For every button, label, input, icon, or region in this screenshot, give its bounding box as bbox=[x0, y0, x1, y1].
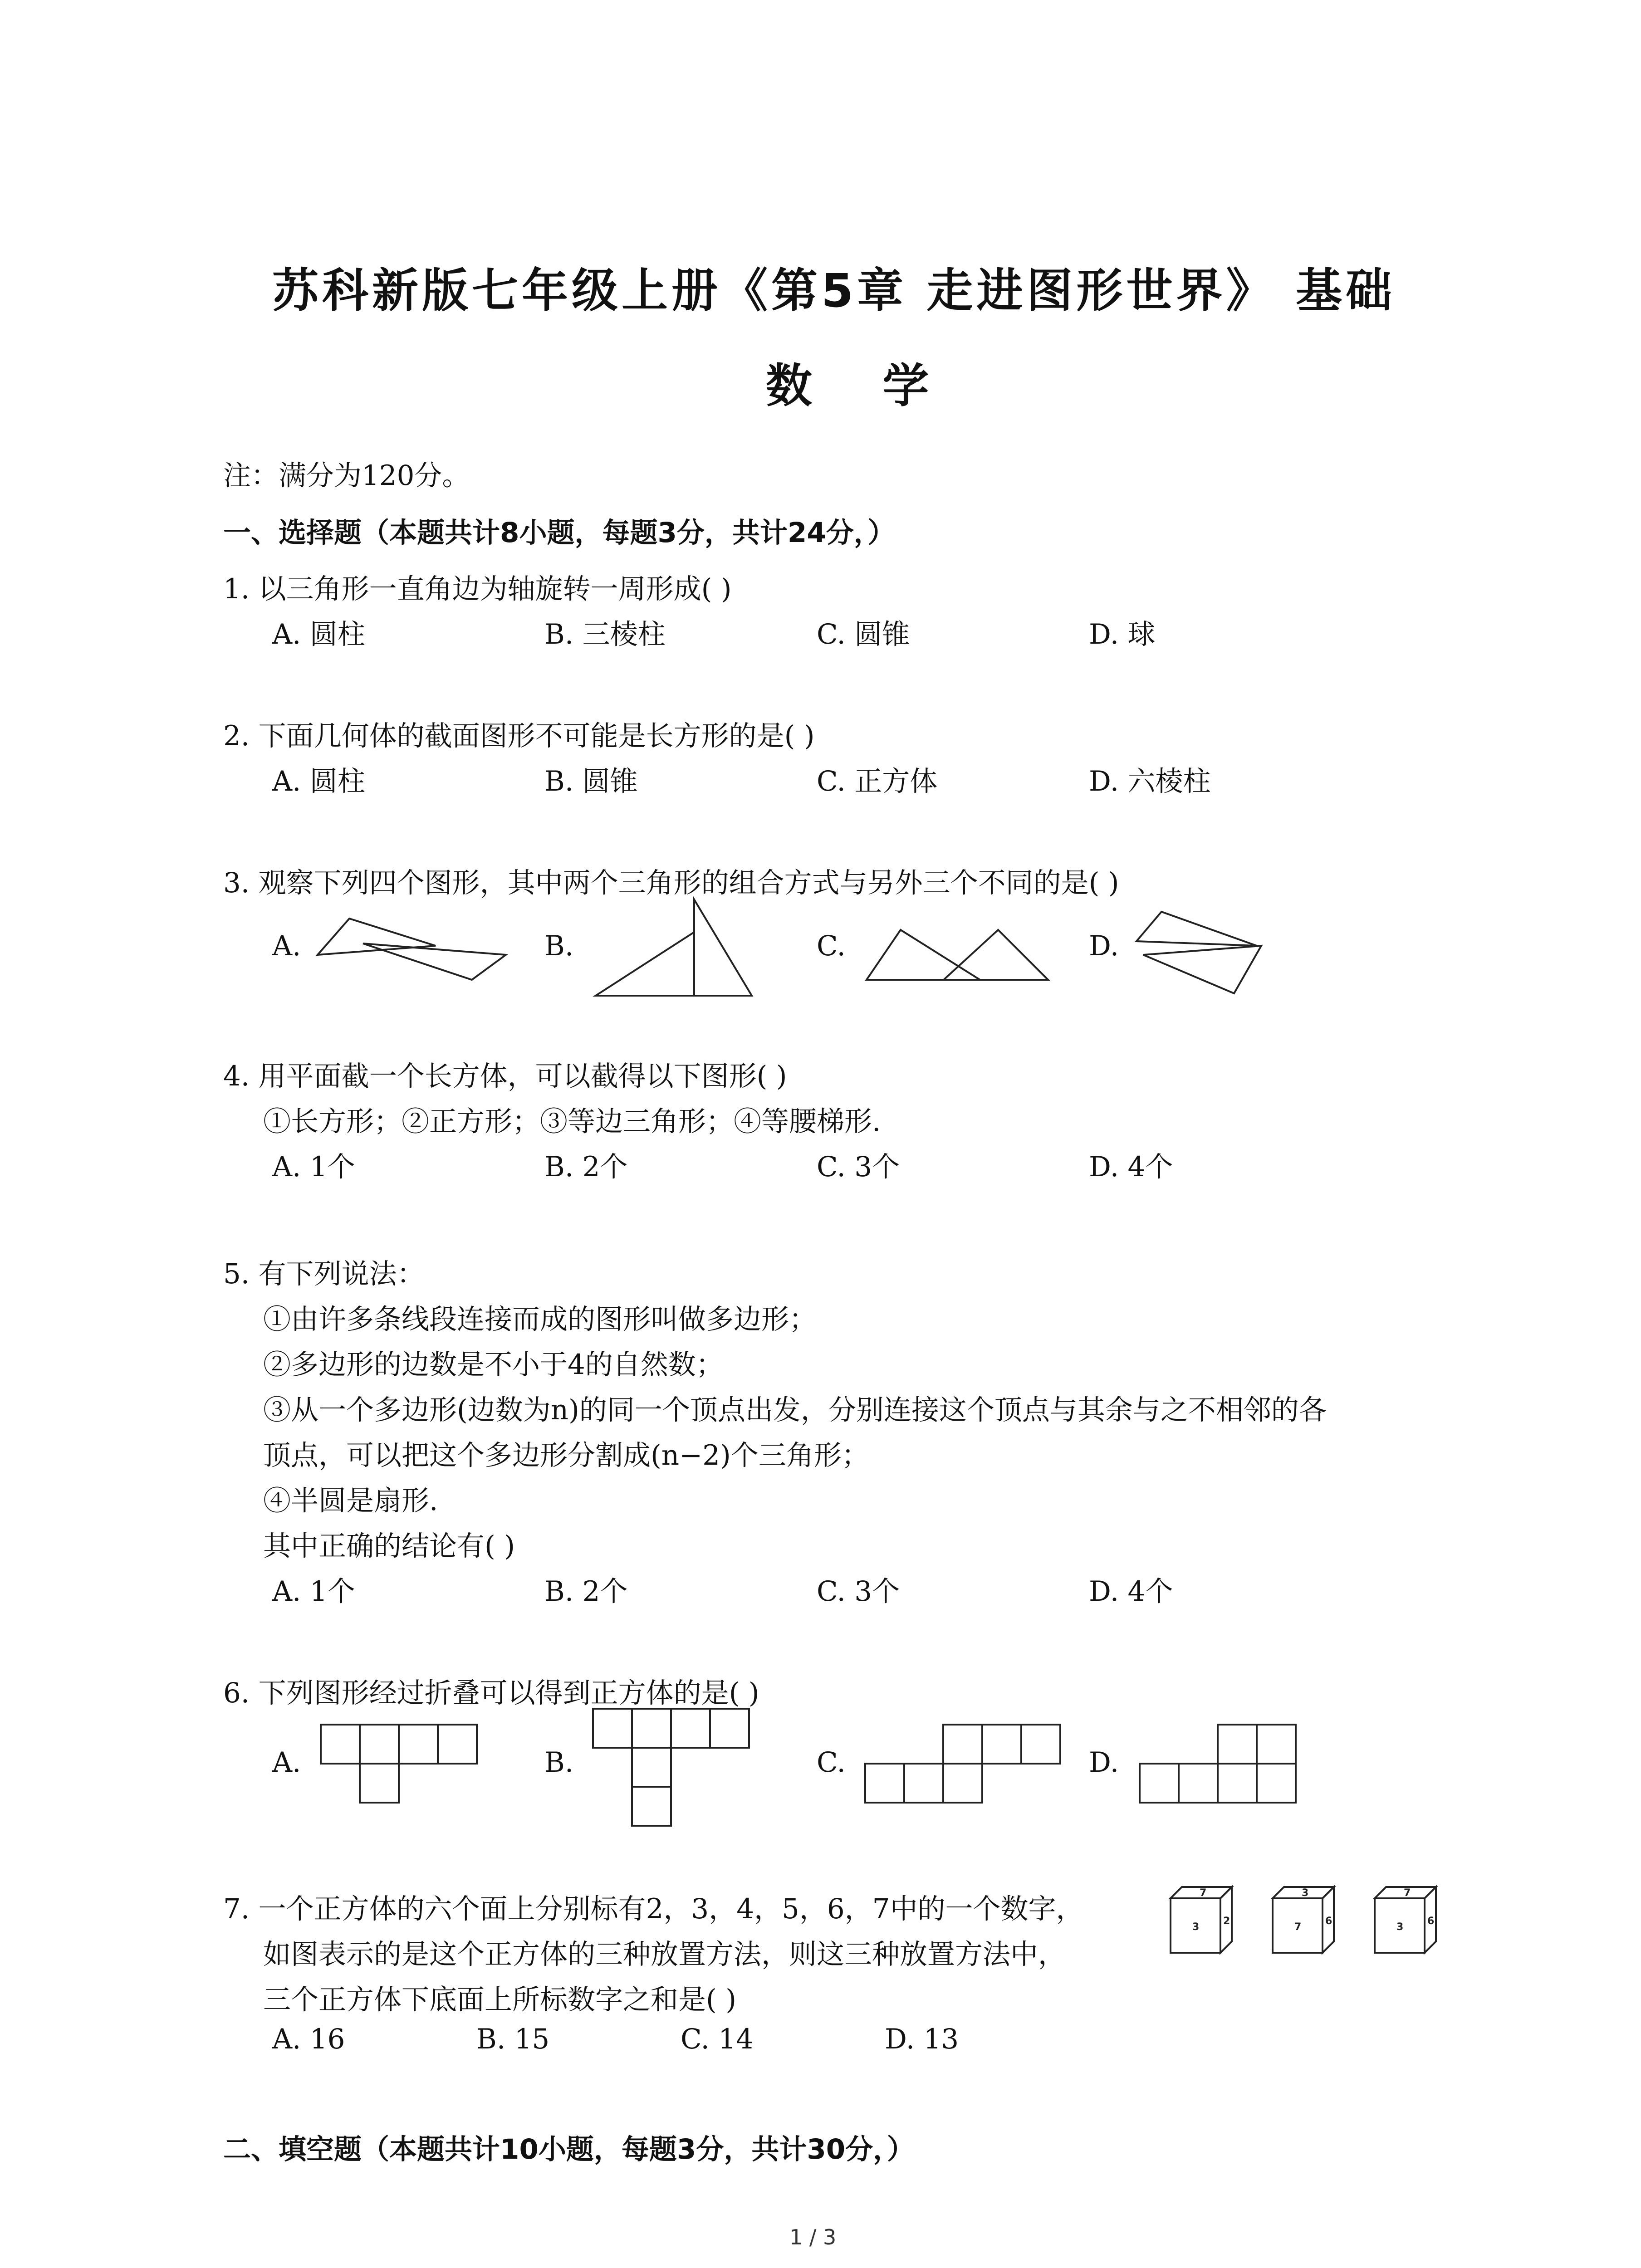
triangle-figure-b bbox=[592, 896, 755, 1005]
question-1-option-b: B. 三棱柱 bbox=[544, 618, 666, 650]
question-7-option-d: D. 13 bbox=[885, 2023, 959, 2055]
triangle-figure-d bbox=[1134, 903, 1270, 1002]
question-7-option-b: B. 15 bbox=[476, 2023, 550, 2055]
question-7-stem: 7. 一个正方体的六个面上分别标有2，3，4，5，6，7中的一个数字， bbox=[223, 1893, 1084, 1925]
question-5-line-6: 其中正确的结论有( ) bbox=[263, 1530, 515, 1562]
question-6-option-c: C. bbox=[817, 1746, 846, 1779]
question-2-option-b: B. 圆锥 bbox=[544, 765, 638, 797]
question-5-line-3: ③从一个多边形(边数为n)的同一个顶点出发，分别连接这个顶点与其余与之不相邻的各 bbox=[263, 1394, 1327, 1426]
question-4-stem: 4. 用平面截一个长方体，可以截得以下图形( ) bbox=[223, 1060, 787, 1092]
cube-net-a bbox=[320, 1724, 483, 1814]
question-3-option-c: C. bbox=[817, 930, 846, 962]
note-text: 注：满分为120分。 bbox=[223, 459, 470, 492]
cube-3-top-number: 7 bbox=[1404, 1887, 1411, 1899]
question-5-option-b: B. 2个 bbox=[544, 1575, 628, 1608]
question-4-option-a: A. 1个 bbox=[272, 1151, 355, 1183]
question-5-line-4: 顶点，可以把这个多边形分割成(n−2)个三角形； bbox=[263, 1439, 869, 1471]
question-1-option-c: C. 圆锥 bbox=[817, 618, 910, 650]
cube-2-front-number: 7 bbox=[1294, 1921, 1302, 1933]
question-5-option-c: C. 3个 bbox=[817, 1575, 900, 1608]
question-3-option-d: D. bbox=[1089, 930, 1119, 962]
triangle-figure-a bbox=[318, 912, 517, 993]
section-1-heading: 一、选择题（本题共计8小题，每题3分，共计24分，） bbox=[223, 517, 896, 549]
question-6-stem: 6. 下列图形经过折叠可以得到正方体的是( ) bbox=[223, 1677, 759, 1709]
question-5-option-a: A. 1个 bbox=[272, 1575, 355, 1608]
cube-figure-2 bbox=[1268, 1882, 1359, 1964]
question-2-option-d: D. 六棱柱 bbox=[1089, 765, 1211, 797]
question-3-option-a: A. bbox=[272, 930, 301, 962]
question-5-stem: 5. 有下列说法： bbox=[223, 1258, 425, 1290]
question-7-option-a: A. 16 bbox=[272, 2023, 345, 2055]
question-2-option-a: A. 圆柱 bbox=[272, 765, 365, 797]
cube-3-front-number: 3 bbox=[1396, 1921, 1404, 1933]
question-1-option-d: D. 球 bbox=[1089, 618, 1156, 650]
cube-1-top-number: 7 bbox=[1200, 1887, 1207, 1899]
page-subtitle: 数 学 bbox=[766, 359, 956, 413]
question-4-line-1: ①长方形；②正方形；③等边三角形；④等腰梯形. bbox=[263, 1105, 881, 1138]
question-6-option-d: D. bbox=[1089, 1746, 1119, 1779]
cube-net-c bbox=[864, 1724, 1068, 1814]
triangle-figure-c bbox=[862, 921, 1062, 989]
question-5-option-d: D. 4个 bbox=[1089, 1575, 1173, 1608]
question-6-option-a: A. bbox=[272, 1746, 301, 1779]
question-2-option-c: C. 正方体 bbox=[817, 765, 938, 797]
question-1-option-a: A. 圆柱 bbox=[272, 618, 365, 650]
cube-1-side-number: 2 bbox=[1223, 1916, 1230, 1927]
question-4-option-b: B. 2个 bbox=[544, 1151, 628, 1183]
question-5-line-5: ④半圆是扇形. bbox=[263, 1485, 438, 1517]
cube-net-d bbox=[1139, 1724, 1302, 1814]
cube-2-top-number: 3 bbox=[1302, 1887, 1309, 1899]
cube-2-side-number: 6 bbox=[1325, 1916, 1332, 1927]
question-1-stem: 1. 以三角形一直角边为轴旋转一周形成( ) bbox=[223, 573, 732, 605]
question-5-line-2: ②多边形的边数是不小于4的自然数； bbox=[263, 1349, 724, 1381]
question-4-option-c: C. 3个 bbox=[817, 1151, 900, 1183]
cube-1-front-number: 3 bbox=[1192, 1921, 1200, 1933]
page-number: 1 / 3 bbox=[789, 2225, 837, 2249]
question-6-option-b: B. bbox=[544, 1746, 574, 1779]
cube-figure-3 bbox=[1370, 1882, 1461, 1964]
cube-net-b bbox=[592, 1708, 755, 1835]
page-title: 苏科新版七年级上册《第5章 走进图形世界》 基础 bbox=[272, 264, 1396, 318]
section-2-heading: 二、填空题（本题共计10小题，每题3分，共计30分，） bbox=[223, 2133, 915, 2165]
question-2-stem: 2. 下面几何体的截面图形不可能是长方形的是( ) bbox=[223, 720, 815, 752]
cube-figure-1 bbox=[1166, 1882, 1257, 1964]
question-7-line-2: 三个正方体下底面上所标数字之和是( ) bbox=[263, 1984, 736, 2016]
question-4-option-d: D. 4个 bbox=[1089, 1151, 1173, 1183]
cube-3-side-number: 6 bbox=[1427, 1916, 1435, 1927]
question-5-line-1: ①由许多条线段连接而成的图形叫做多边形； bbox=[263, 1303, 817, 1335]
question-7-option-c: C. 14 bbox=[681, 2023, 754, 2055]
question-3-option-b: B. bbox=[544, 930, 574, 962]
question-3-stem: 3. 观察下列四个图形，其中两个三角形的组合方式与另外三个不同的是( ) bbox=[223, 867, 1119, 899]
question-7-line-1: 如图表示的是这个正方体的三种放置方法，则这三种放置方法中， bbox=[263, 1938, 1066, 1970]
